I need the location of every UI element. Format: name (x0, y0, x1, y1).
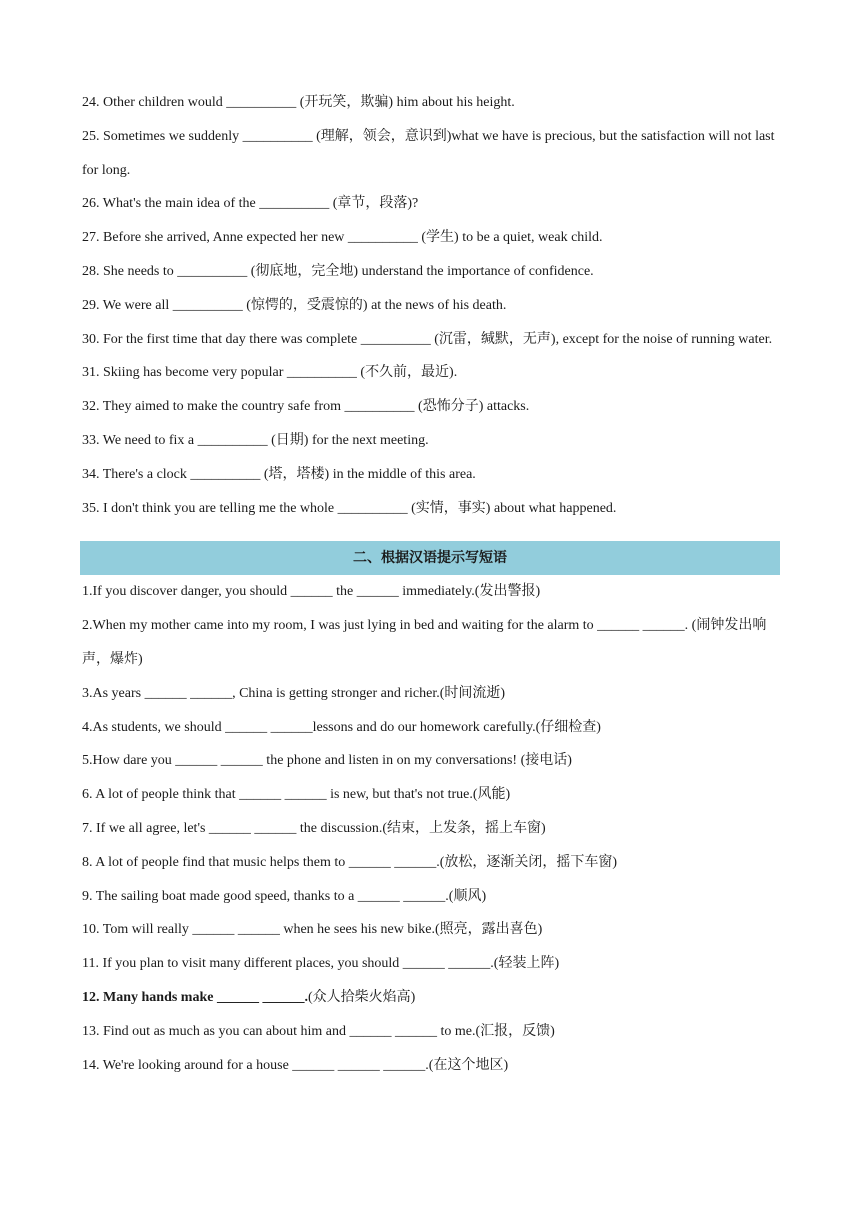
question-29: 29. We were all __________ (惊愕的，受震惊的) at the news of his death. (82, 297, 507, 313)
question-24: 24. Other children would __________ (开玩笑，欺骗) him about his height. (82, 95, 515, 110)
phrase-question-8: 8. A lot of people find that music helps them to ______ ______.(放松，逐渐关闭，摇下车窗) (82, 854, 618, 870)
phrase-question-14: 14. We're looking around for a house ______ ______ ______.(在这个地区) (82, 1057, 509, 1073)
phrase-question-3: 3.As years ______ ______, China is getting stronger and richer.(时间流逝) (82, 685, 506, 701)
phrase-question-9: 9. The sailing boat made good speed, thanks to a ______ ______.(顺风) (82, 888, 487, 904)
phrase-section (82, 575, 782, 1082)
question-33: 33. We need to fix a __________ (日期) for the next meeting. (82, 432, 429, 448)
question-35: 35. I don't think you are telling me the whole __________ (实情，事实) about what happened. (82, 500, 617, 516)
phrase-question-5: 5.How dare you ______ ______ the phone and listen in on my conversations! (接电话) (82, 753, 572, 769)
question-27: 27. Before she arrived, Anne expected her new __________ (学生) to be a quiet, weak child. (82, 230, 603, 246)
question-31: 31. Skiing has become very popular __________ (不久前，最近). (82, 365, 458, 381)
phrase-question-12 (82, 981, 782, 1015)
question-32: 32. They aimed to make the country safe from __________ (恐怖分子) attacks. (82, 399, 530, 415)
question-30: 30. For the first time that day there was complete __________ (沉雷，缄默，无声), except for the noise of running water. (82, 331, 773, 347)
phrase-question-6: 6. A lot of people think that ______ ______ is new, but that's not true.(风能) (82, 787, 511, 803)
phrase-question-10: 10. Tom will really ______ ______ when he sees his new bike.(照亮，露出喜色) (82, 922, 543, 938)
vocabulary-section (82, 86, 782, 525)
question-28: 28. She needs to __________ (彻底地，完全地) understand the importance of confidence. (82, 263, 594, 279)
question-34: 34. There's a clock __________ (塔，塔楼) in the middle of this area. (82, 466, 476, 482)
phrase-question-11: 11. If you plan to visit many different places, you should ______ ______.(轻装上阵) (82, 956, 560, 972)
phrase-question-2: 2.When my mother came into my room, I was just lying in bed and waiting for the alarm to ______ ______. (闹钟发出响声，爆炸) (82, 618, 767, 667)
phrase-question-1: 1.If you discover danger, you should ______ the ______ immediately.(发出警报) (82, 584, 541, 600)
section-spacer (82, 525, 782, 541)
phrase-question-13: 13. Find out as much as you can about him and ______ ______ to me.(汇报，反馈) (82, 1023, 555, 1039)
phrase-question-12-hint: (众人拾柴火焰高) (307, 989, 416, 1005)
question-25: 25. Sometimes we suddenly __________ (理解，领会，意识到)what we have is precious, but the satisfaction will not last for long. (82, 128, 775, 178)
worksheet-page (82, 86, 782, 1082)
phrase-question-4: 4.As students, we should ______ ______lessons and do our homework carefully.(仔细检查) (82, 719, 601, 735)
section-heading: 二、根据汉语提示写短语 (80, 541, 780, 575)
phrase-question-12-bold: 12. Many hands make ______ ______. (82, 989, 308, 1005)
phrase-question-7: 7. If we all agree, let's ______ ______ the discussion.(结束，上发条，摇上车窗) (82, 820, 546, 836)
question-26: 26. What's the main idea of the __________ (章节，段落)? (82, 196, 419, 212)
